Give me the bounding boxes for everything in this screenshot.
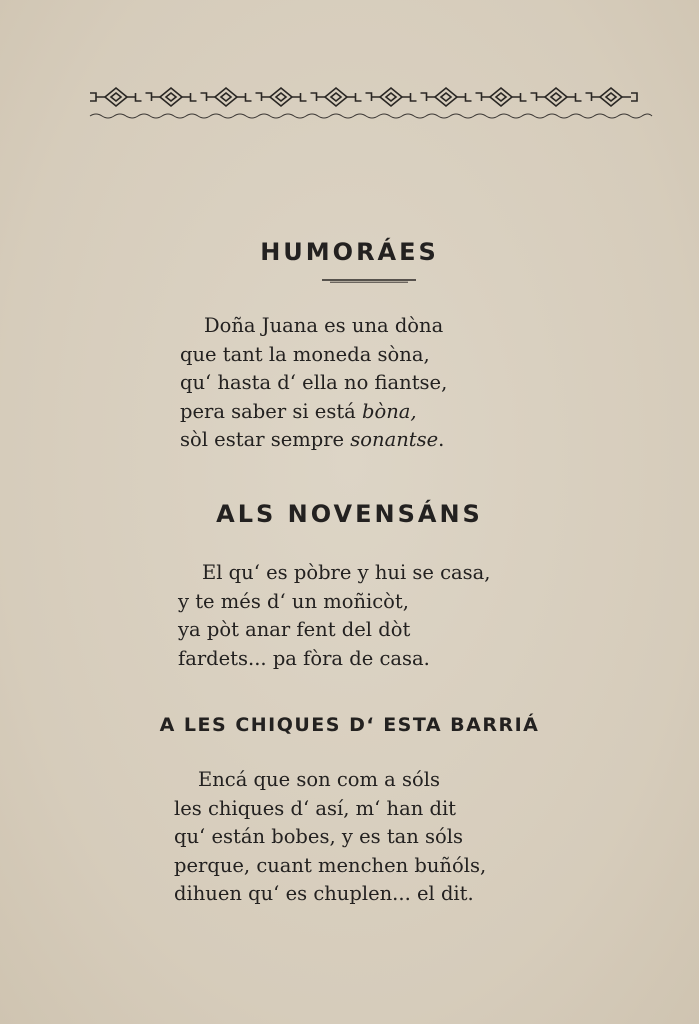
ornament-diamond: [160, 88, 182, 106]
ornament-scroll: [182, 93, 215, 101]
verse-line: [174, 823, 486, 852]
verse-text: ya pòt anar fent del dòt: [178, 618, 411, 641]
stanza-als-novensans: [178, 559, 491, 673]
verse-line: [174, 880, 486, 909]
stanza-a-les-chiques: [174, 766, 486, 909]
verse-line: [180, 426, 447, 455]
ornament-diamond-inner: [111, 93, 121, 101]
verse-line: [174, 795, 486, 824]
verse-text: qu‘ hasta d‘ ella no fiantse,: [180, 371, 448, 394]
ornament-diamond-inner: [551, 93, 561, 101]
ornament-diamond: [435, 88, 457, 106]
ornament-scroll: [237, 93, 270, 101]
ornament-scroll: [292, 93, 325, 101]
verse-line: [174, 852, 486, 881]
verse-line: [178, 616, 491, 645]
verse-text: qu‘ están bobes, y es tan sóls: [174, 825, 464, 848]
verse-text: sòl estar sempre: [180, 428, 351, 451]
ornament-diamond: [600, 88, 622, 106]
ornament-diamond-inner: [606, 93, 616, 101]
section-title-humoraes: HUMORÁES: [260, 238, 439, 266]
verse-text: que tant la moneda sòna,: [180, 342, 430, 366]
ornament-endcap: [622, 93, 637, 101]
ornament-diamond: [545, 88, 567, 106]
title-rule: [322, 279, 416, 283]
ornament-diamond: [270, 88, 292, 106]
verse-text: .: [438, 428, 445, 451]
verse-text: El qu‘ es pòbre y hui se casa,: [202, 561, 491, 584]
verse-text: les chiques d‘ así, m‘ han dit: [174, 796, 457, 820]
verse-line: [180, 398, 447, 427]
verse-line: [178, 588, 491, 617]
verse-text: perque, cuant menchen buñóls,: [174, 853, 487, 877]
ornament-endcap: [90, 93, 105, 101]
ornament-scroll: [402, 93, 435, 101]
verse-italic-text: sonantse: [350, 428, 439, 451]
verse-line: [180, 312, 447, 341]
ornament-diamond: [105, 88, 127, 106]
ornament-diamond-inner: [221, 93, 231, 101]
ornament-diamond-inner: [441, 93, 451, 101]
ornament-diamond-inner: [276, 93, 286, 101]
ornament-scroll: [457, 93, 490, 101]
verse-line: [174, 766, 486, 795]
verse-italic-text: bòna,: [362, 399, 417, 423]
section-title-a-les-chiques: A LES CHIQUES D‘ ESTA BARRIÁ: [159, 714, 540, 736]
ornament-scroll: [347, 93, 380, 101]
stanza-humoraes: [180, 312, 447, 455]
verse-text: Doña Juana es una dòna: [204, 314, 444, 337]
verse-line: [180, 369, 447, 398]
verse-text: pera saber si está: [180, 399, 362, 423]
verse-text: y te més d‘ un moñicòt,: [178, 589, 409, 613]
ornament-diamond: [325, 88, 347, 106]
ornament-diamond: [215, 88, 237, 106]
ornament-diamond: [490, 88, 512, 106]
ornament-diamond-inner: [331, 93, 341, 101]
verse-line: [178, 645, 491, 674]
verse-text: Encá que son com a sóls: [198, 768, 440, 791]
ornament-diamond-inner: [386, 93, 396, 101]
verse-line: [178, 559, 491, 588]
ornament-scroll: [512, 93, 545, 101]
ornament-diamond: [380, 88, 402, 106]
ornament-diamond-inner: [166, 93, 176, 101]
verse-line: [180, 341, 447, 370]
verse-text: dihuen qu‘ es chuplen... el dit.: [174, 882, 474, 905]
ornament-scroll: [127, 93, 160, 101]
ornament-scroll: [567, 93, 600, 101]
decorative-ornament-border: [88, 84, 654, 124]
section-title-als-novensans: ALS NOVENSÁNS: [216, 500, 483, 528]
ornament-diamond-inner: [496, 93, 506, 101]
verse-text: fardets... pa fòra de casa.: [178, 646, 430, 670]
